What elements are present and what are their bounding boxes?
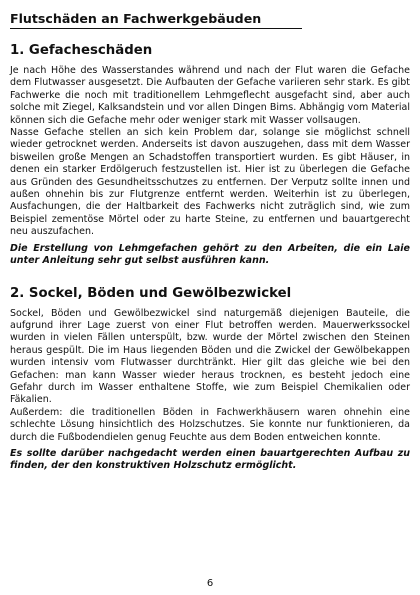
section-sockel-boeden	[10, 285, 410, 473]
body-paragraph: Je nach Höhe des Wasserstandes während und nach der Flut waren die Gefache dem Flutwasser ausgesetzt. Die Aufbauten der Gefache variieren sehr stark. Es gibt Fachwerke die noch mit traditionellem Lehmgeflecht ausgefacht sind, aber auch solche mit Ziegel, Kalksandstein und vor allen Dingen Bims. Abhängig vom Material können sich die Gefache mehr oder weniger stark mit Wasser vollsaugen.	[10, 65, 410, 126]
document-page	[10, 10, 410, 473]
section-heading: 1. Gefacheschäden	[10, 43, 153, 58]
body-paragraph: Nasse Gefache stellen an sich kein Problem dar, solange sie möglichst schnell wieder getrocknet werden. Anderseits ist davon auszugehen, dass mit dem Wasser bisweilen große Mengen an Schadstoffen transportiert wurden. Es gibt Häuser, in denen ein starker Erdölgeruch festzustellen ist. Hier ist zu überlegen die Gefache aus Gründen des Gesundheitsschutzes zu entfernen. Der Verputz sollte innen und außen ohnehin bis zur Flutgrenze entfernt werden. Weiterhin ist zu überlegen, Ausfachungen, die der Haltbarkeit des Fachwerks nicht zuträglich sind, wie zum Beispiel zementöse Mörtel oder zu harte Steine, zu entfernen und bauartgerecht neu auszufachen.	[10, 127, 410, 238]
section-gefacheschaeden	[10, 42, 410, 268]
section-heading: 2. Sockel, Böden und Gewölbezwickel	[10, 285, 292, 301]
page-number: 6	[206, 578, 214, 589]
emphasis-paragraph: Es sollte darüber nachgedacht werden einen bauartgerechten Aufbau zu finden, der den konstruktiven Holzschutz ermöglicht.	[10, 447, 410, 472]
body-paragraph: Außerdem: die traditionellen Böden in Fachwerkhäusern waren ohnehin eine schlechte Lösung hinsichtlich des Holzschutzes. Sie konnte nur funktionieren, da durch die Fußbodendielen genug Feuchte aus dem Boden entweichen konnte.	[10, 406, 410, 443]
document-title: Flutschäden an Fachwerkgebäuden	[10, 10, 302, 29]
body-paragraph: Sockel, Böden und Gewölbezwickel sind naturgemäß diejenigen Bauteile, die aufgrund ihrer Lage zuerst von einer Flut betroffen werden. Mauerwerkssockel wurden in vielen Fällen unterspült, bzw. wurde der Mörtel zwischen den Steinen heraus gespült. Die im Haus liegenden Böden und die Zwickel der Gewölbekappen wurden intensiv vom Flutwasser durchtränkt. Hier gilt das gleiche wie bei den Gefachen: man kann Wasser wieder heraus trocknen, es besteht jedoch eine Gefahr durch im Wasser enthaltene Stoffe, wie zum Beispiel Chemikalien oder Fäkalien.	[10, 307, 410, 406]
emphasis-paragraph: Die Erstellung von Lehmgefachen gehört zu den Arbeiten, die ein Laie unter Anleitung sehr gut selbst ausführen kann.	[10, 242, 410, 267]
